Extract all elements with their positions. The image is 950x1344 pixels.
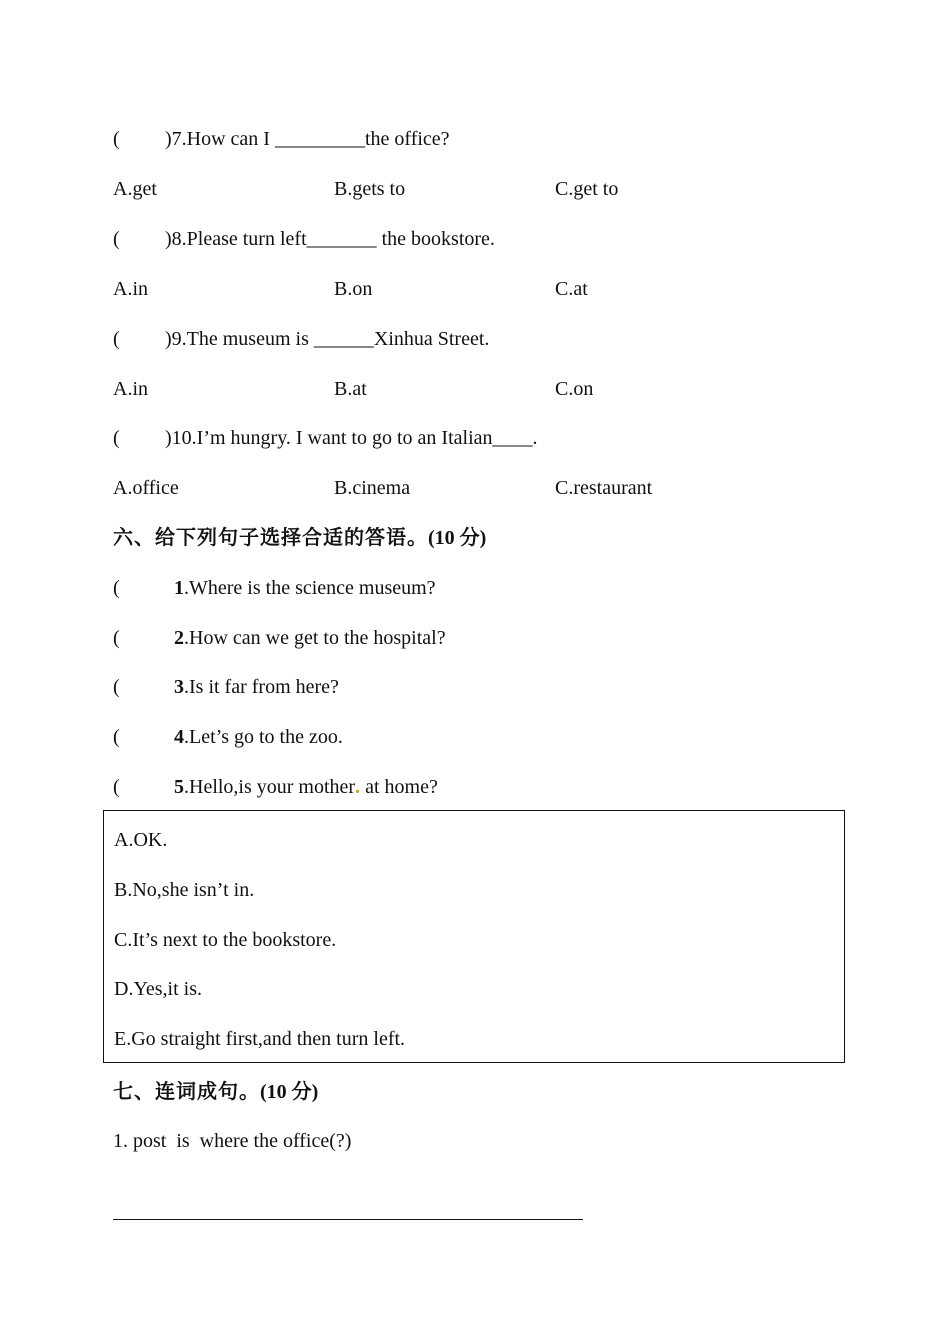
answer-options-box bbox=[103, 810, 845, 1063]
answer-bracket[interactable]: ( bbox=[113, 726, 120, 748]
fill-blank[interactable]: ____ bbox=[492, 427, 533, 449]
answer-line[interactable] bbox=[113, 1219, 583, 1220]
answer-bracket[interactable]: ( bbox=[113, 577, 120, 599]
answer-option-e: E.Go straight first,and then turn left. bbox=[114, 1028, 406, 1050]
fill-blank[interactable]: _______ bbox=[306, 228, 377, 250]
answer-option-c: C.It’s next to the bookstore. bbox=[114, 929, 337, 951]
match-question-4: ( 4.Let’s go to the zoo. bbox=[113, 726, 343, 748]
answer-option-a: A.OK. bbox=[114, 829, 168, 851]
section-7-title: 七、连词成句。(10 分) bbox=[113, 1079, 319, 1103]
section-7-points: (10 分) bbox=[260, 1081, 319, 1103]
answer-bracket[interactable]: ( bbox=[113, 627, 120, 649]
question-7: ( )7.How can I _________the office? bbox=[113, 128, 450, 150]
option-c: C.at bbox=[555, 278, 588, 300]
answer-bracket[interactable]: ( bbox=[113, 328, 120, 350]
match-question-1: ( 1.Where is the science museum? bbox=[113, 577, 436, 599]
option-b: B.gets to bbox=[334, 178, 406, 200]
match-question-2: ( 2.How can we get to the hospital? bbox=[113, 627, 446, 649]
answer-option-b: B.No,she isn’t in. bbox=[114, 879, 255, 901]
question-10: ( )10.I’m hungry. I want to go to an Italian____. bbox=[113, 427, 538, 449]
highlight-mark: . bbox=[355, 776, 361, 798]
section-6-points: (10 分) bbox=[428, 527, 487, 549]
fill-blank[interactable]: _________ bbox=[274, 128, 365, 150]
option-a: A.office bbox=[113, 477, 179, 499]
option-a: A.in bbox=[113, 378, 148, 400]
answer-bracket[interactable]: ( bbox=[113, 427, 120, 449]
answer-bracket[interactable]: ( bbox=[113, 128, 120, 150]
option-b: B.on bbox=[334, 278, 373, 300]
match-question-5: ( 5.Hello,is your mother. at home? bbox=[113, 776, 438, 798]
option-b: B.at bbox=[334, 378, 367, 400]
option-c: C.get to bbox=[555, 178, 619, 200]
option-c: C.on bbox=[555, 378, 594, 400]
section-6-title: 六、给下列句子选择合适的答语。(10 分) bbox=[113, 525, 487, 549]
word-order-item-1: 1. post is where the office(?) bbox=[113, 1130, 352, 1152]
answer-bracket[interactable]: ( bbox=[113, 776, 120, 798]
option-a: A.in bbox=[113, 278, 148, 300]
match-question-3: ( 3.Is it far from here? bbox=[113, 676, 339, 698]
option-a: A.get bbox=[113, 178, 157, 200]
question-8: ( )8.Please turn left_______ the bookstore. bbox=[113, 228, 495, 250]
answer-bracket[interactable]: ( bbox=[113, 676, 120, 698]
answer-bracket[interactable]: ( bbox=[113, 228, 120, 250]
question-9: ( )9.The museum is ______Xinhua Street. bbox=[113, 328, 490, 350]
fill-blank[interactable]: ______ bbox=[313, 328, 374, 350]
option-c: C.restaurant bbox=[555, 477, 653, 499]
option-b: B.cinema bbox=[334, 477, 411, 499]
answer-option-d: D.Yes,it is. bbox=[114, 978, 202, 1000]
